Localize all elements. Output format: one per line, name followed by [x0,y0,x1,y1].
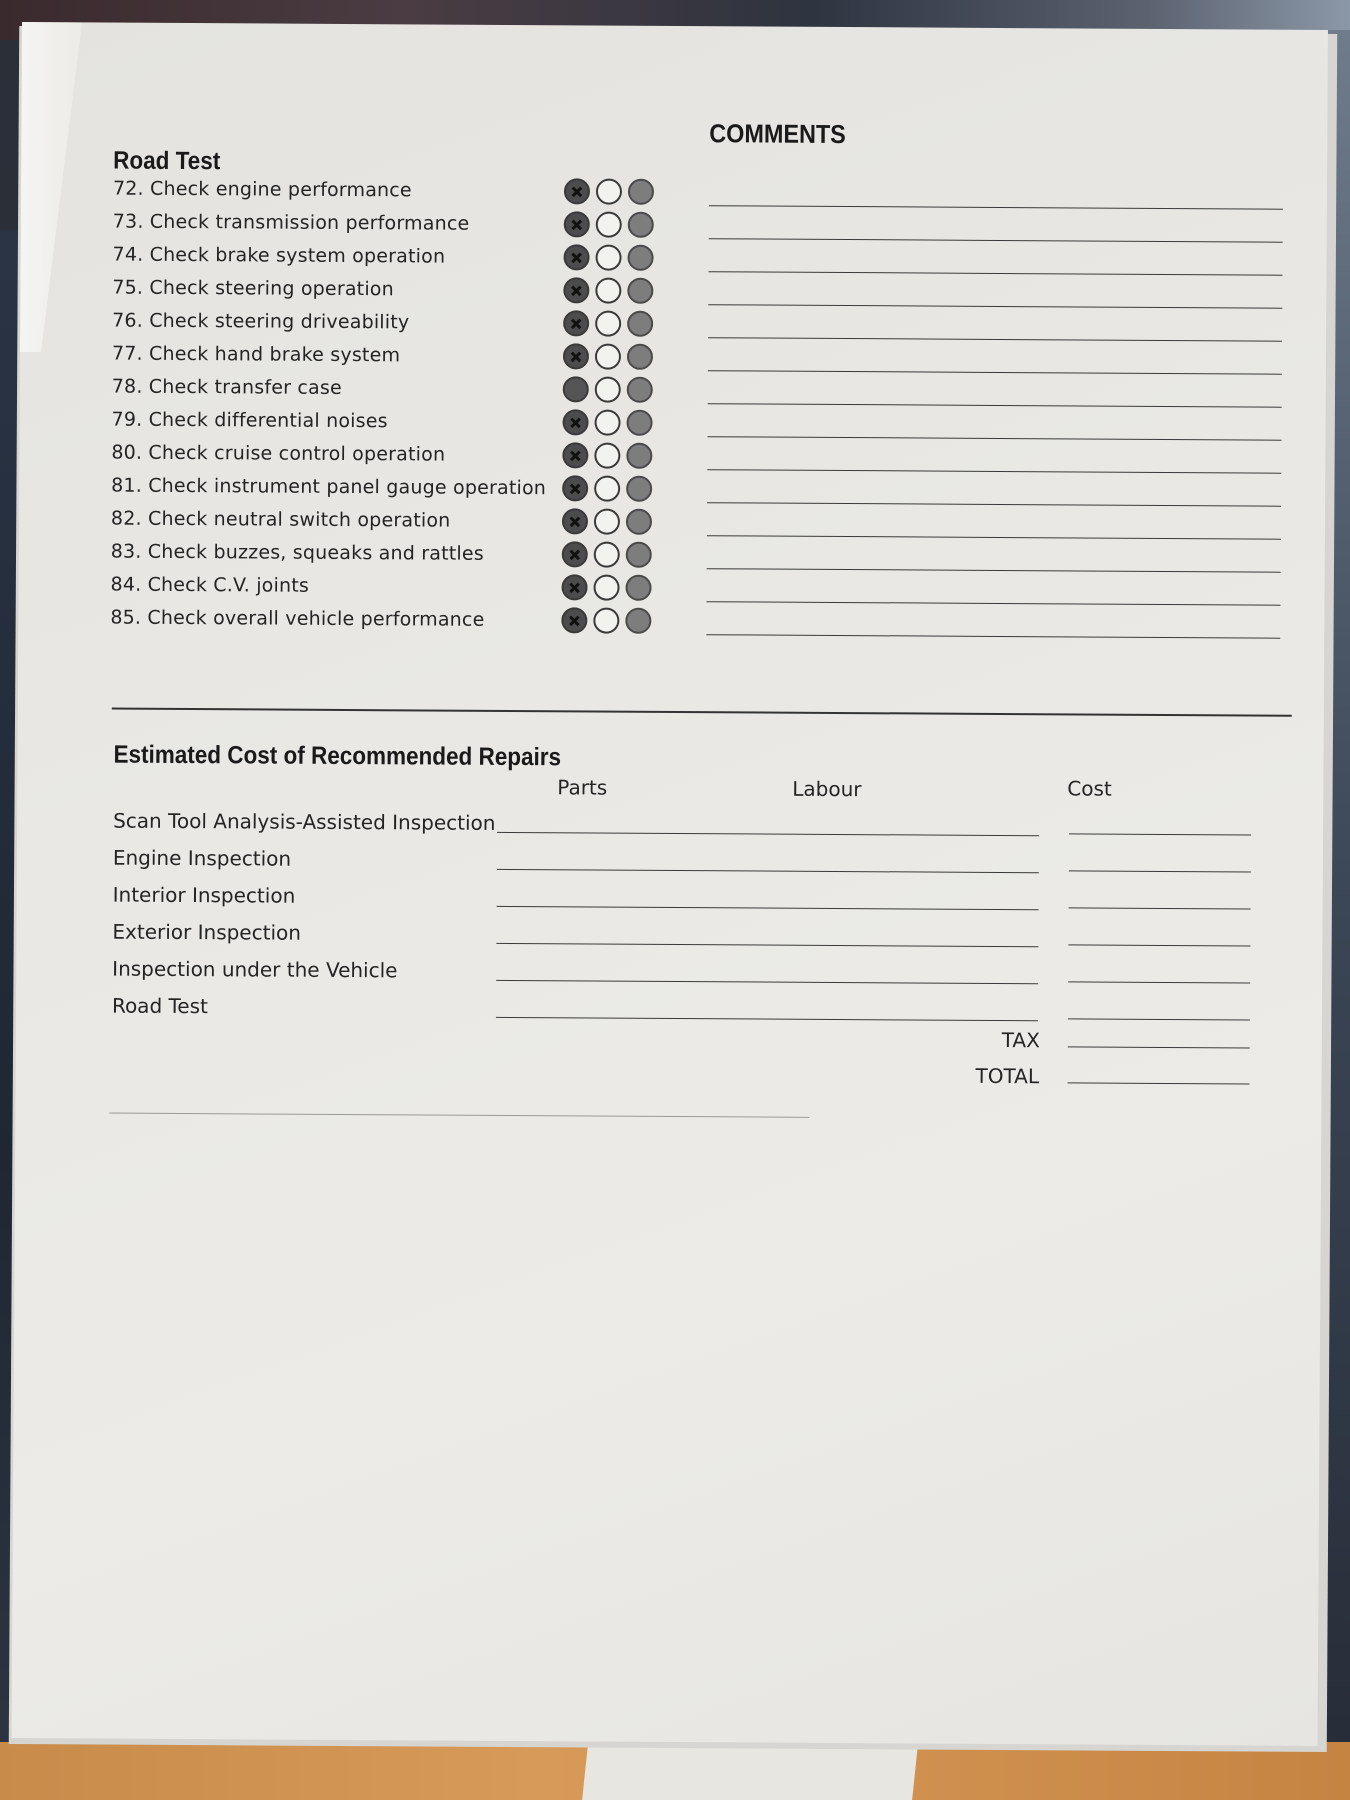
rating-circle-red[interactable] [561,607,587,633]
rating-circles [563,244,653,271]
rating-circle-yellow[interactable] [595,245,621,271]
folded-corner [20,22,82,352]
parts-labour-field[interactable] [497,869,1039,873]
road-test-item-label: 74. Check brake system operation [112,243,446,268]
rating-circles [563,277,653,304]
rating-circle-yellow[interactable] [594,443,620,469]
road-test-item-label: 77. Check hand brake system [111,342,401,367]
rating-circle-green[interactable] [628,179,654,205]
rating-circle-green[interactable] [625,575,651,601]
road-test-heading: Road Test [113,146,221,176]
comment-line[interactable] [708,370,1282,375]
rating-circles [562,541,652,568]
rating-circle-green[interactable] [627,344,653,370]
rating-circle-green[interactable] [626,476,652,502]
estimate-heading: Estimated Cost of Recommended Repairs [113,740,562,772]
rating-circle-red[interactable] [563,277,589,303]
comment-line[interactable] [707,502,1281,507]
rating-circle-red[interactable] [562,541,588,567]
tax-label: TAX [1001,1028,1040,1053]
rating-circles [561,607,651,634]
rating-circle-red[interactable] [563,310,589,336]
comment-line[interactable] [709,205,1283,210]
parts-labour-field[interactable] [496,1017,1038,1021]
comment-line[interactable] [707,568,1281,573]
rating-circle-red[interactable] [564,178,590,204]
comment-line[interactable] [707,436,1281,441]
rating-circle-red[interactable] [564,211,590,237]
cost-row-label: Interior Inspection [112,882,296,908]
cost-field[interactable] [1068,981,1250,983]
rating-circles [564,211,654,238]
road-test-item-label: 72. Check engine performance [112,177,412,202]
road-test-item-label: 79. Check differential noises [111,408,388,433]
rating-circle-green[interactable] [627,377,653,403]
rating-circles [563,343,653,370]
cost-row-label: Engine Inspection [112,845,292,871]
rating-circle-green[interactable] [627,245,653,271]
rating-circle-red[interactable] [563,343,589,369]
road-test-item-label: 85. Check overall vehicle performance [110,606,485,631]
rating-circle-red[interactable] [563,244,589,270]
rating-circle-red[interactable] [562,442,588,468]
road-test-item-label: 82. Check neutral switch operation [110,507,451,532]
road-test-item-label: 76. Check steering driveability [112,309,410,334]
cost-row-label: Exterior Inspection [112,919,302,945]
total-field[interactable] [1068,1082,1250,1084]
comment-line[interactable] [706,634,1280,639]
rating-circle-green[interactable] [625,608,651,634]
rating-circle-red[interactable] [563,376,589,402]
road-test-item-label: 81. Check instrument panel gauge operation [111,474,547,500]
road-test-item-label: 83. Check buzzes, squeaks and rattles [110,540,484,565]
cost-row-label: Inspection under the Vehicle [112,956,398,983]
rating-circle-yellow[interactable] [596,179,622,205]
cost-column-header: Cost [1067,776,1112,801]
rating-circle-yellow[interactable] [594,542,620,568]
parts-labour-field[interactable] [496,943,1038,947]
comment-line[interactable] [709,238,1283,243]
comment-line[interactable] [708,304,1282,309]
comments-header: COMMENTS [709,118,846,150]
rating-circle-yellow[interactable] [593,608,619,634]
rating-circle-green[interactable] [626,443,652,469]
faint-rule [109,1113,809,1118]
road-test-item-label: 73. Check transmission performance [112,210,470,235]
rating-circle-yellow[interactable] [595,311,621,337]
rating-circles [564,178,654,205]
comment-line[interactable] [708,403,1282,408]
rating-circle-red[interactable] [562,508,588,534]
cost-field[interactable] [1069,870,1251,872]
desk-paper-scrap [582,1745,918,1800]
comment-line[interactable] [706,601,1280,606]
road-test-item-label: 80. Check cruise control operation [111,441,446,466]
road-test-item-label: 78. Check transfer case [111,375,342,399]
rating-circle-yellow[interactable] [593,575,619,601]
parts-labour-field[interactable] [497,906,1039,910]
rating-circle-yellow[interactable] [594,476,620,502]
rating-circles [562,475,652,502]
road-test-item-label: 84. Check C.V. joints [110,573,310,597]
road-test-item-label: 75. Check steering operation [112,276,394,301]
rating-circles [563,376,653,403]
cost-row-label: Scan Tool Analysis-Assisted Inspection [113,808,496,835]
rating-circle-green[interactable] [627,278,653,304]
rating-circles [562,409,652,436]
rating-circle-green[interactable] [628,212,654,238]
parts-labour-field[interactable] [496,980,1038,984]
rating-circle-yellow[interactable] [595,377,621,403]
cost-field[interactable] [1069,907,1251,909]
rating-circle-green[interactable] [626,542,652,568]
rating-circle-yellow[interactable] [596,212,622,238]
comment-line[interactable] [707,469,1281,474]
rating-circle-yellow[interactable] [594,509,620,535]
rating-circles [562,508,652,535]
inspection-form-page [12,22,1328,1746]
rating-circles [561,574,651,601]
labour-column-header: Labour [792,776,862,802]
rating-circle-red[interactable] [562,475,588,501]
section-divider [112,708,1292,717]
tax-field[interactable] [1068,1046,1250,1048]
rating-circle-green[interactable] [626,509,652,535]
comment-line[interactable] [708,337,1282,342]
parts-column-header: Parts [557,775,608,800]
rating-circle-yellow[interactable] [595,344,621,370]
rating-circles [563,310,653,337]
cost-field[interactable] [1068,944,1250,946]
cost-field[interactable] [1069,833,1251,835]
cost-row-label: Road Test [111,993,209,1019]
rating-circle-yellow[interactable] [595,278,621,304]
rating-circle-green[interactable] [627,311,653,337]
rating-circles [562,442,652,469]
rating-circle-red[interactable] [562,409,588,435]
rating-circle-green[interactable] [626,410,652,436]
rating-circle-red[interactable] [561,574,587,600]
rating-circle-yellow[interactable] [594,410,620,436]
comment-line[interactable] [708,271,1282,276]
parts-labour-field[interactable] [497,832,1039,836]
total-label: TOTAL [975,1063,1040,1089]
cost-field[interactable] [1068,1018,1250,1020]
comment-line[interactable] [707,535,1281,540]
